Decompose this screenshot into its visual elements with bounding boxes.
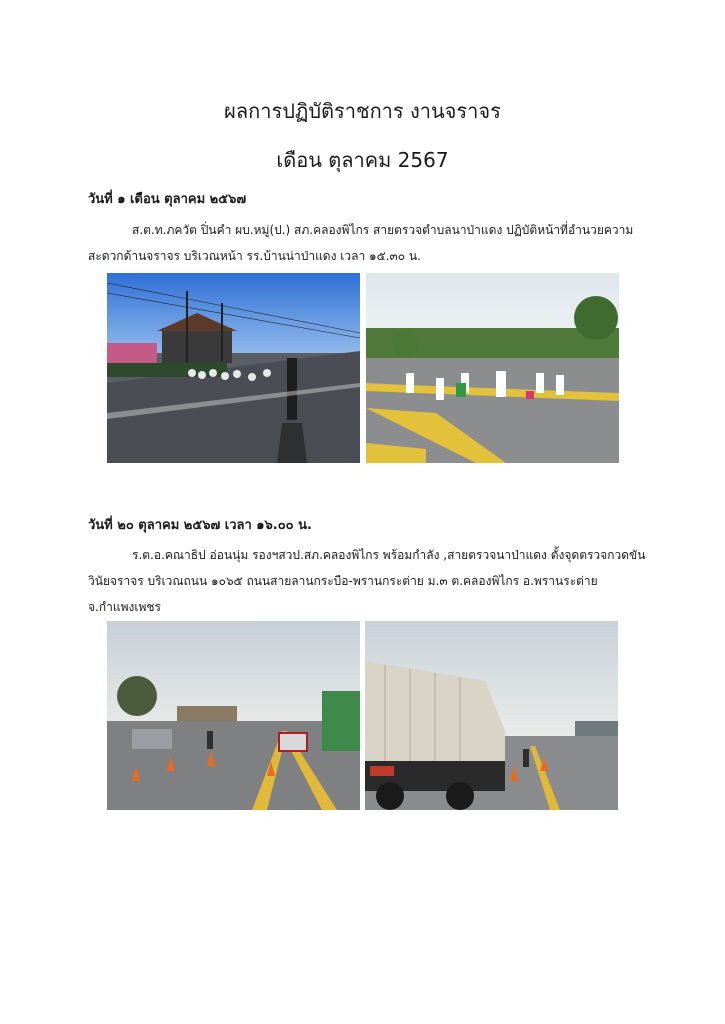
- school-crossing-photo: [107, 273, 360, 463]
- section-2-heading: วันที่ ๒๐ ตุลาคม ๒๕๖๗ เวลา ๑๖.๐๐ น.: [88, 518, 312, 533]
- students-crossing-photo: [366, 273, 619, 463]
- document-title: ผลการปฏิบัติราชการ งานจราจร: [224, 99, 501, 123]
- document-subtitle: เดือน ตุลาคม 2567: [276, 148, 449, 172]
- truck-inspection-photo: [365, 621, 618, 810]
- section-1-heading: วันที่ ๑ เดือน ตุลาคม ๒๕๖๗: [88, 192, 247, 207]
- section-2-body: ร.ต.อ.คณาธิป อ่อนนุ่ม รองฯสวป.สภ.คลองพิไกร พร้อมกำลัง ,สายตรวจนาป่าแดง ตั้งจุดตรวจกวดขันวินัยจราจร บริเวณถนน ๑๐๖๕ ถนนสายลานกระบือ-พรานกระต่าย ม.๓ ต.คลองพิไกร อ.พรานระต่าย จ.กำแพงเพชร: [88, 548, 646, 614]
- section-1-body: ส.ต.ท.ภควัต ปิ่นคำ ผบ.หมู่(ป.) สภ.คลองพิไกร สายตรวจตำบลนาป่าแดง ปฏิบัติหน้าที่อำนวยความสะดวกด้านจราจร บริเวณหน้า รร.บ้านน่าป่าแดง เวลา ๑๕.๓๐ น.: [88, 223, 634, 263]
- checkpoint-road-photo: [107, 621, 360, 810]
